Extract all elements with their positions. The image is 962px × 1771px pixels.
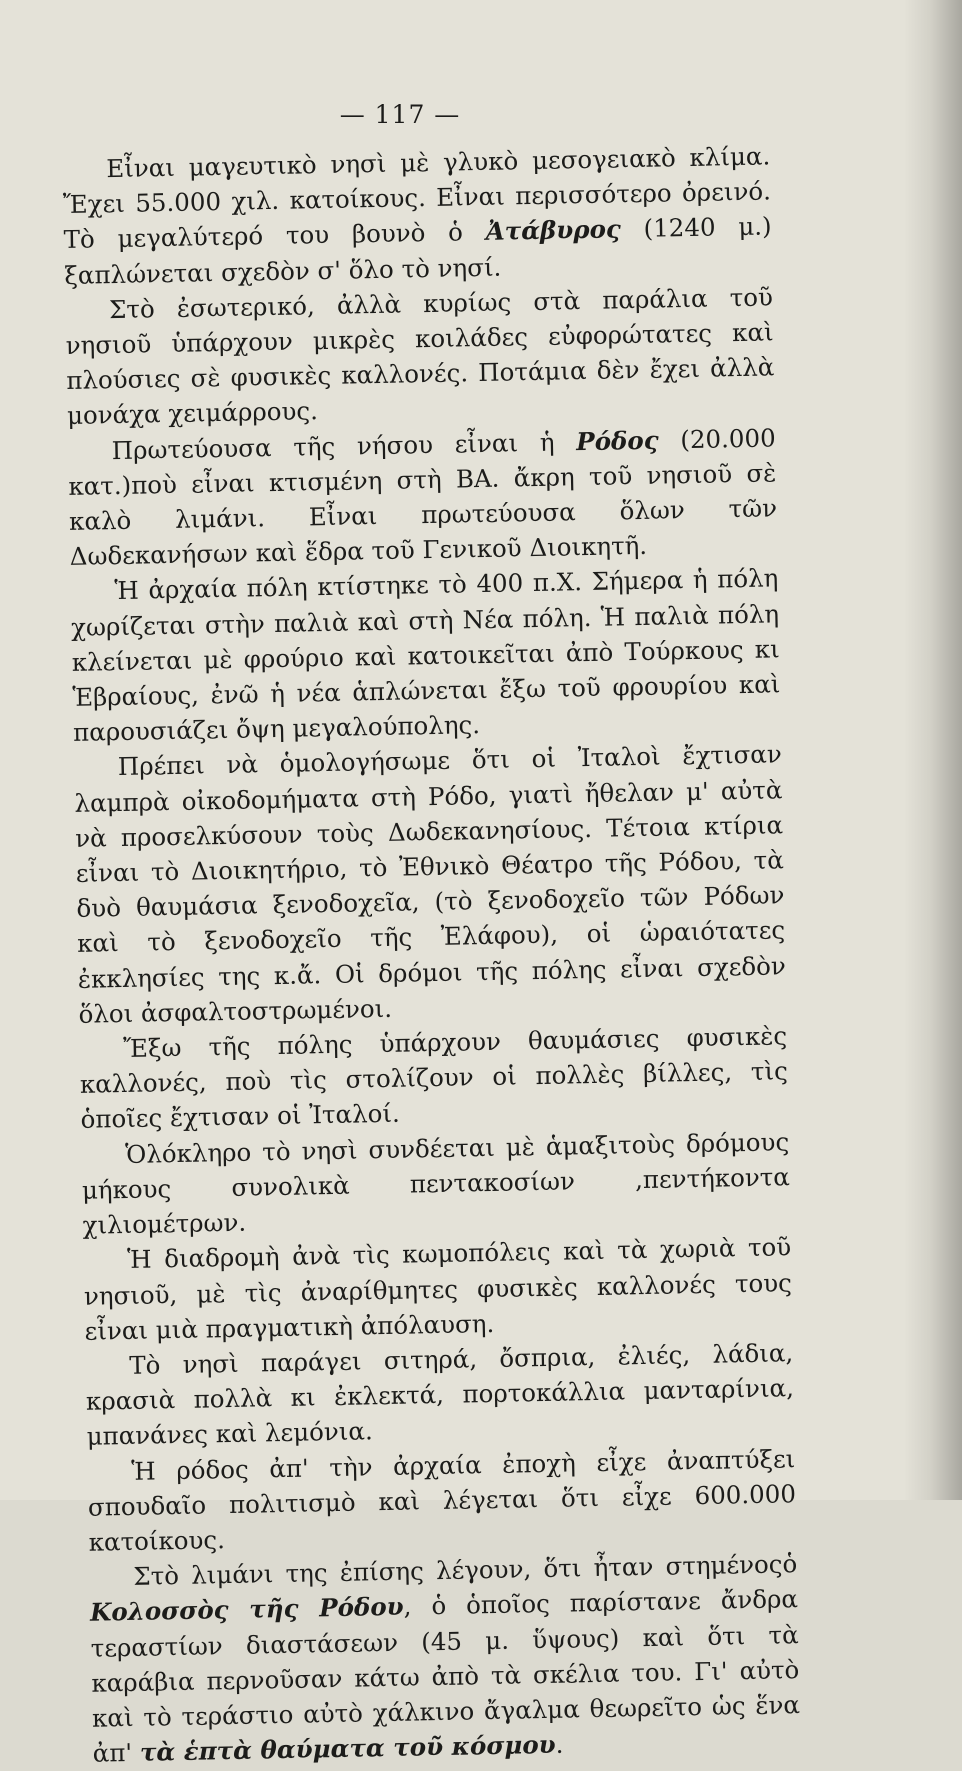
text-run: Πρωτεύουσα τῆς νήσου εἶναι ἡ [111, 426, 577, 465]
page-number: — 117 — [339, 100, 461, 129]
paragraph-p1 [62, 138, 773, 292]
text-run: Τὸ νησὶ παράγει σιτηρά, ὄσπρια, ἐλιές, λάδια, κρασιὰ πολλὰ κι ἐκλεκτά, πορτοκάλλια μανταρίνια, μπανάνες καὶ λεμόνια. [85, 1338, 795, 1452]
text-run: Ἔξω τῆς πόλης ὑπάρχουν θαυμάσιες φυσικὲς καλλονές, ποὺ τὶς στολίζουν οἱ πολλὲς βίλλες, τὶς ὁποῖες ἔχτισαν οἱ Ἰταλοί. [79, 1021, 789, 1135]
paragraph-p6 [79, 1018, 789, 1137]
text-run: Ἡ ρόδος ἀπ' τὴν ἀρχαία ἐποχὴ εἶχε ἀναπτύξει σπουδαῖο πολιτισμὸ καὶ λέγεται ὅτι εἶχε 600.000 κατοίκους. [87, 1443, 797, 1557]
paragraph-p3 [67, 420, 778, 574]
paragraph-p7 [81, 1124, 791, 1243]
paragraph-p10 [87, 1441, 797, 1560]
text-run: (1240 μ.) ξαπλώνεται σχεδὸν σ' ὅλο τὸ νησί. [64, 211, 772, 290]
text-run: , ὁ ὁποῖος παρίστανε ἄνδρα τεραστίων διαστάσεων (45 μ. ὕψους) καὶ ὅτι τὰ καράβια περνοῦσαν κάτω ἀπὸ τὰ σκέλια του. Γι' αὐτὸ καὶ τὸ τεράστιο αὐτὸ χάλκινο ἄγαλμα θεωρεῖτο ὡς ἕνα ἀπ' [90, 1584, 801, 1768]
text-run: Ἡ διαδρομὴ ἀνὰ τὶς κωμοπόλεις καὶ τὰ χωριὰ τοῦ νησιοῦ, μὲ τὶς ἀναρίθμητες φυσικὲς καλλονές τους εἶναι μιὰ πραγματικὴ ἀπόλαυση. [83, 1232, 793, 1346]
text-run: Στὸ λιμάνι της ἐπίσης λέγουν, ὅτι ἦταν στημένοςὁ [133, 1549, 798, 1592]
paragraph-p4 [70, 561, 781, 751]
text-run: Πρέπει νὰ ὁμολογήσωμε ὅτι οἱ Ἰταλοὶ ἔχτισαν λαμπρὰ οἰκοδομήματα στὴ Ρόδο, γιατὶ ἤθελαν μ' αὐτὰ νὰ προσελκύσουν τοὺς Δωδεκανησίους. Τέτοια κτίρια εἶναι τὸ Διοικητήριο, τὸ Ἐθνικὸ Θέατρο τῆς Ρόδου, τὰ δυὸ θαυμάσια ξενοδοχεῖα, (τὸ ξενοδοχεῖο τῶν Ρόδων καὶ τὸ ξενοδοχεῖο τῆς Ἐλάφου), οἱ ὡραιότατες ἐκκλησίες της κ.ἄ. Οἱ δρόμοι τῆς πόλης εἶναι σχεδὸν ὅλοι ἀσφαλτοστρωμένοι. [74, 739, 787, 1029]
text-run: . [555, 1729, 564, 1759]
paragraph-p9 [85, 1335, 795, 1454]
emphasis-text: Ἀτάβυρος [485, 214, 622, 247]
paragraph-p8 [83, 1230, 793, 1349]
emphasis-text: τὰ ἑπτὰ θαύματα τοῦ κόσμου [139, 1729, 556, 1767]
page-spine-shadow [904, 0, 962, 1500]
emphasis-text: Ρόδος [575, 425, 659, 456]
text-run: (20.000 κατ.)ποὺ εἶναι κτισμένη στὴ ΒΑ. ἄκρη τοῦ νησιοῦ σὲ καλὸ λιμάνι. Εἶναι πρωτεύουσα ὅλων τῶν Δωδεκανήσων καὶ ἕδρα τοῦ Γενικοῦ Διοικητῆ. [68, 422, 778, 572]
text-run: Στὸ ἐσωτερικό, ἀλλὰ κυρίως στὰ παράλια τοῦ νησιοῦ ὑπάρχουν μικρὲς κοιλάδες εὐφορώτατες καὶ πλούσιες σὲ φυσικὲς καλλονές. Ποτάμια δὲν ἔχει ἀλλὰ μονάχα χειμάρρους. [65, 282, 775, 431]
paragraph-p5 [73, 737, 786, 1032]
text-run: Ἡ ἀρχαία πόλη κτίστηκε τὸ 400 π.Χ. Σήμερα ἡ πόλη χωρίζεται στὴν παλιὰ καὶ στὴ Νέα πόλη. Ἡ παλιὰ πόλη κλείνεται μὲ φρούριο καὶ κατοικεῖται ἀπὸ Τούρκους κι Ἑβραίους, ἐνῶ ἡ νέα ἁπλώνεται ἔξω τοῦ φρουρίου καὶ παρουσιάζει ὄψη μεγαλούπολης. [70, 563, 781, 748]
text-run: Ὁλόκληρο τὸ νησὶ συνδέεται μὲ ἁμαξιτοὺς δρόμους μήκους συνολικὰ πεντακοσίων ,πεντήκοντα χιλιομέτρων. [81, 1126, 791, 1240]
body-text [62, 138, 801, 1771]
text-run: Εἶναι μαγευτικὸ νησὶ μὲ γλυκὸ μεσογειακὸ κλίμα. Ἔχει 55.000 χιλ. κατοίκους. Εἶναι περισσότερο ὀρεινό. Τὸ μεγαλύτερό του βουνὸ ὁ [62, 141, 772, 255]
paragraph-p2 [65, 279, 776, 433]
paragraph-p11 [89, 1546, 801, 1771]
emphasis-text: Κολοσσὸς τῆς Ρόδου [89, 1592, 404, 1628]
